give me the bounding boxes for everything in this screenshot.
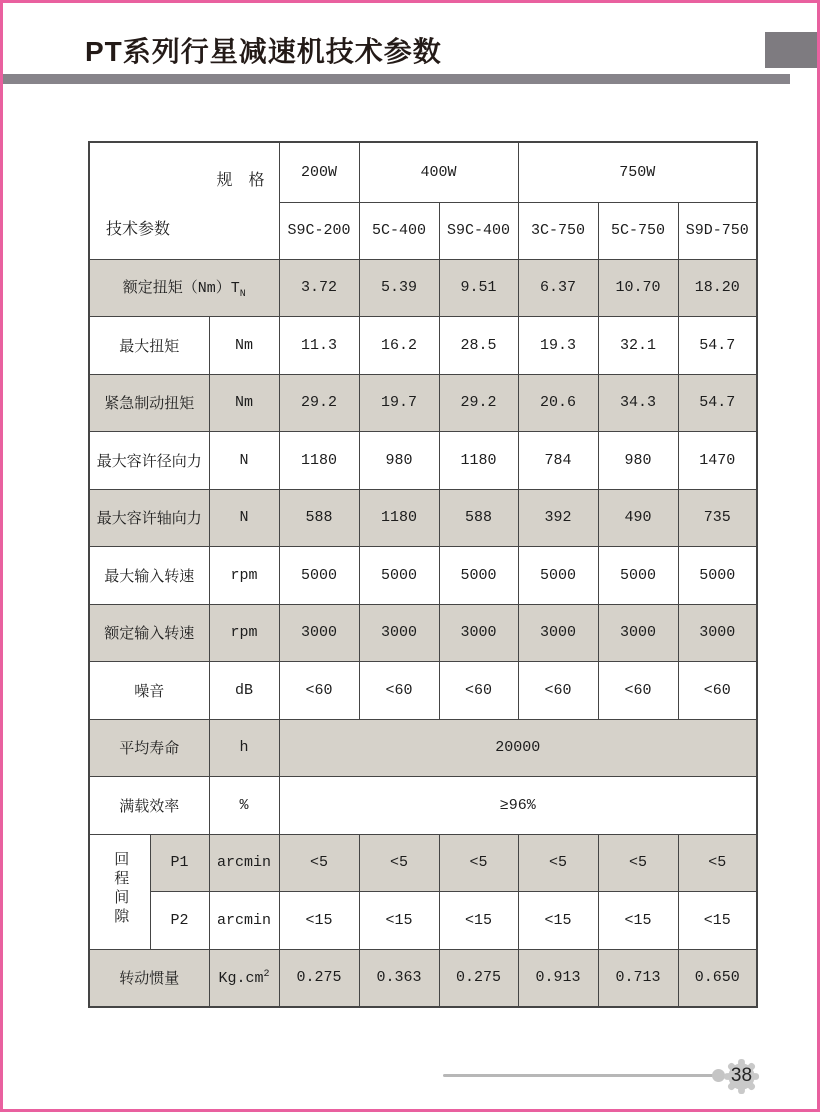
- cell-value: 5.39: [359, 259, 439, 317]
- page-title: PT系列行星减速机技术参数: [85, 36, 442, 67]
- cell-value: 0.713: [598, 949, 678, 1007]
- cell-value-merged: 20000: [279, 719, 757, 777]
- cell-value: 3000: [279, 604, 359, 662]
- row-label-efficiency: 满载效率: [89, 777, 209, 835]
- cell-value: 1180: [359, 489, 439, 547]
- cell-value: 490: [598, 489, 678, 547]
- cell-value: 5000: [359, 547, 439, 605]
- header-corner-block: [765, 32, 817, 68]
- row-unit: arcmin: [209, 892, 279, 950]
- row-label-inertia: 转动惯量: [89, 949, 209, 1007]
- row-label-noise: 噪音: [89, 662, 209, 720]
- row-label-brake-torque: 紧急制动扭矩: [89, 374, 209, 432]
- cell-value: 16.2: [359, 317, 439, 375]
- cell-value: 980: [359, 432, 439, 490]
- cell-value: <15: [598, 892, 678, 950]
- cell-value: <60: [439, 662, 518, 720]
- corner-label-spec: 规 格: [216, 172, 265, 190]
- cell-value: 11.3: [279, 317, 359, 375]
- cell-value: 32.1: [598, 317, 678, 375]
- row-label-average-life: 平均寿命: [89, 719, 209, 777]
- cell-value: 0.363: [359, 949, 439, 1007]
- corner-label-params: 技术参数: [106, 220, 171, 239]
- cell-value: <5: [439, 834, 518, 892]
- cell-value: <5: [359, 834, 439, 892]
- cell-value: 588: [439, 489, 518, 547]
- cell-value: <15: [439, 892, 518, 950]
- row-label-backlash-p1: P1: [150, 834, 209, 892]
- row-unit: N: [209, 489, 279, 547]
- page-number: 38: [730, 1065, 753, 1086]
- row-unit: rpm: [209, 604, 279, 662]
- cell-value: <5: [678, 834, 757, 892]
- cell-value: 0.275: [279, 949, 359, 1007]
- row-unit: rpm: [209, 547, 279, 605]
- cell-value: 29.2: [279, 374, 359, 432]
- cell-value: 3000: [678, 604, 757, 662]
- row-unit: %: [209, 777, 279, 835]
- cell-value: 6.37: [518, 259, 598, 317]
- row-unit: arcmin: [209, 834, 279, 892]
- model-header: 5C-750: [598, 202, 678, 259]
- cell-value: 3000: [359, 604, 439, 662]
- table-corner-cell: [89, 142, 279, 259]
- cell-value: <5: [279, 834, 359, 892]
- model-header: S9C-400: [439, 202, 518, 259]
- model-header: S9D-750: [678, 202, 757, 259]
- row-unit-inertia: $Kg.cm^2$: [209, 949, 279, 1007]
- page-number-badge: [722, 1057, 761, 1096]
- cell-value: 1180: [279, 432, 359, 490]
- row-label-radial-force: 最大容许径向力: [89, 432, 209, 490]
- cell-value: 5000: [678, 547, 757, 605]
- cell-value: 19.7: [359, 374, 439, 432]
- cell-value: 980: [598, 432, 678, 490]
- row-group-backlash: 回程间隙: [89, 834, 150, 949]
- cell-value: 5000: [279, 547, 359, 605]
- cell-value: 784: [518, 432, 598, 490]
- cell-value: 10.70: [598, 259, 678, 317]
- cell-value: 28.5: [439, 317, 518, 375]
- cell-value: 5000: [439, 547, 518, 605]
- power-group-750w: 750W: [518, 142, 757, 202]
- cell-value: 735: [678, 489, 757, 547]
- cell-value: <60: [359, 662, 439, 720]
- row-label-axial-force: 最大容许轴向力: [89, 489, 209, 547]
- header-rule: [3, 74, 790, 84]
- cell-value: 588: [279, 489, 359, 547]
- cell-value: <60: [518, 662, 598, 720]
- spec-table: [88, 141, 758, 1008]
- model-header: 3C-750: [518, 202, 598, 259]
- row-unit: N: [209, 432, 279, 490]
- cell-value: 34.3: [598, 374, 678, 432]
- row-unit: Nm: [209, 317, 279, 375]
- cell-value-merged: ≥96%: [279, 777, 757, 835]
- cell-value: <15: [279, 892, 359, 950]
- cell-value: 392: [518, 489, 598, 547]
- row-label-max-input-speed: 最大输入转速: [89, 547, 209, 605]
- model-header: 5C-400: [359, 202, 439, 259]
- cell-value: <5: [518, 834, 598, 892]
- cell-value: 3000: [518, 604, 598, 662]
- row-label-max-torque: 最大扭矩: [89, 317, 209, 375]
- cell-value: <15: [678, 892, 757, 950]
- cell-value: 54.7: [678, 374, 757, 432]
- cell-value: 3.72: [279, 259, 359, 317]
- row-label-rated-input-speed: 额定输入转速: [89, 604, 209, 662]
- row-label-rated-torque: 额定扭矩$(Nm)T_N$: [89, 259, 279, 317]
- cell-value: 20.6: [518, 374, 598, 432]
- cell-value: <60: [678, 662, 757, 720]
- cell-value: 19.3: [518, 317, 598, 375]
- cell-value: 3000: [439, 604, 518, 662]
- cell-value: <5: [598, 834, 678, 892]
- cell-value: 1180: [439, 432, 518, 490]
- row-unit: Nm: [209, 374, 279, 432]
- cell-value: 54.7: [678, 317, 757, 375]
- cell-value: 0.650: [678, 949, 757, 1007]
- cell-value: <60: [598, 662, 678, 720]
- row-unit: h: [209, 719, 279, 777]
- model-header: S9C-200: [279, 202, 359, 259]
- cell-value: 5000: [598, 547, 678, 605]
- cell-value: 9.51: [439, 259, 518, 317]
- cell-value: <15: [359, 892, 439, 950]
- cell-value: 5000: [518, 547, 598, 605]
- power-group-200w: 200W: [279, 142, 359, 202]
- cell-value: 0.913: [518, 949, 598, 1007]
- cell-value: 18.20: [678, 259, 757, 317]
- cell-value: 0.275: [439, 949, 518, 1007]
- cell-value: 29.2: [439, 374, 518, 432]
- footer-rule: [443, 1074, 719, 1077]
- unit-superscript: 2: [263, 968, 270, 980]
- power-group-400w: 400W: [359, 142, 518, 202]
- cell-value: 3000: [598, 604, 678, 662]
- cell-value: <60: [279, 662, 359, 720]
- cell-value: 1470: [678, 432, 757, 490]
- torque-subscript: N: [239, 288, 246, 300]
- row-unit: dB: [209, 662, 279, 720]
- cell-value: <15: [518, 892, 598, 950]
- row-label-backlash-p2: P2: [150, 892, 209, 950]
